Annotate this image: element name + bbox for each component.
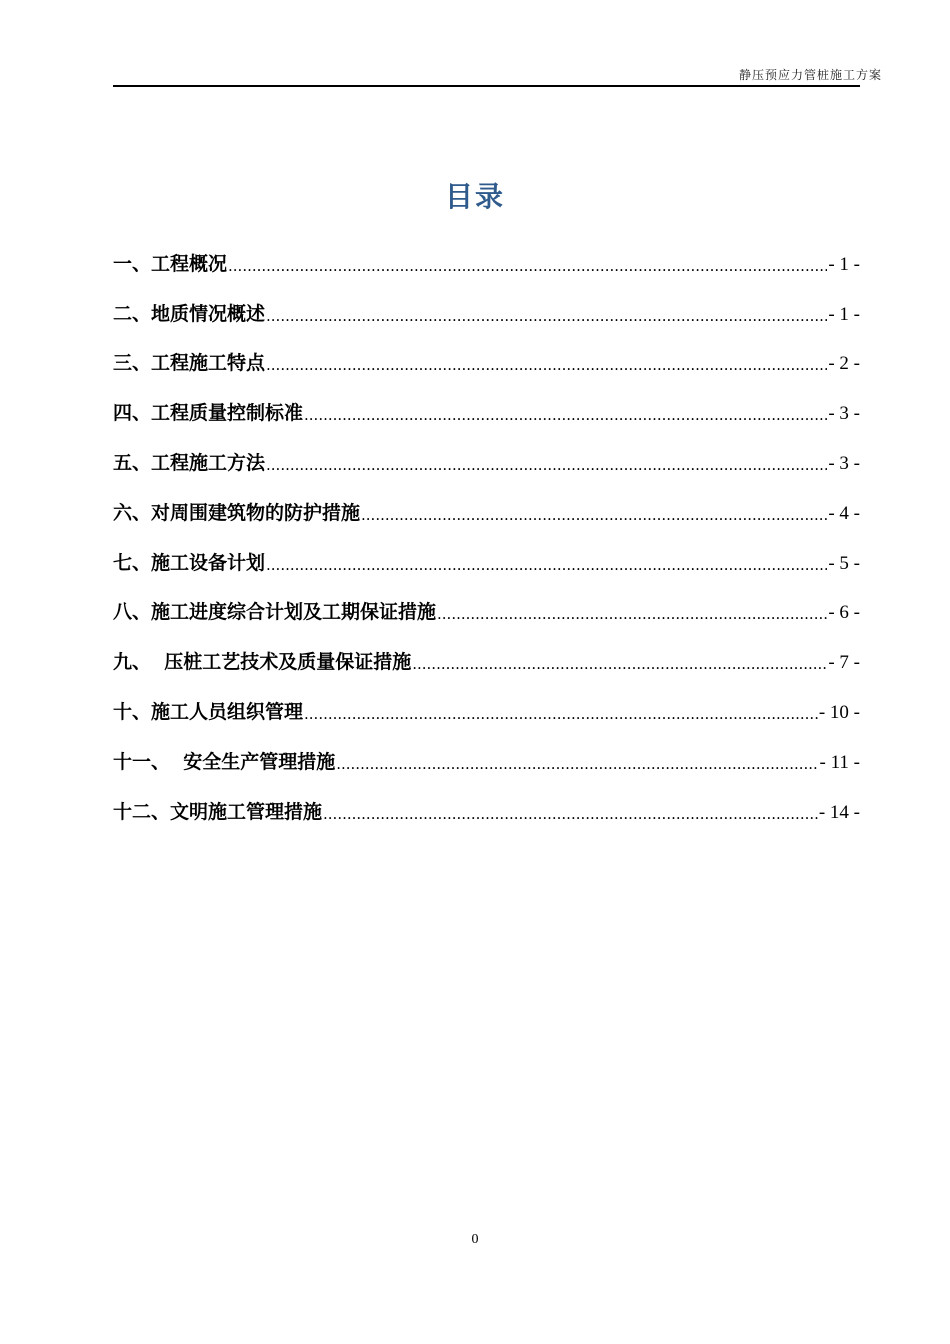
toc-entry[interactable] — [113, 282, 860, 332]
toc-leader-dots — [228, 259, 827, 274]
toc-entry[interactable] — [113, 431, 860, 481]
toc-entry-page: - 4 - — [828, 502, 860, 524]
toc-entry-page: - 1 - — [828, 253, 860, 275]
toc-entry-label: 七、施工设备计划 — [113, 551, 266, 574]
toc-entry-page: - 10 - — [818, 701, 860, 723]
toc-title: 目录 — [444, 180, 505, 213]
toc-entry[interactable] — [113, 680, 860, 730]
toc-entry-label: 二、地质情况概述 — [113, 302, 266, 325]
toc-entry-label: 一、工程概况 — [113, 252, 228, 275]
toc-entry-page: - 7 - — [828, 652, 860, 674]
toc-entry[interactable] — [113, 730, 860, 780]
toc-entry[interactable] — [113, 630, 860, 680]
toc-leader-dots — [266, 309, 827, 324]
toc-entry[interactable] — [113, 780, 860, 830]
toc-entry[interactable] — [113, 232, 860, 282]
toc-leader-dots — [323, 807, 818, 822]
toc-entry-page: - 11 - — [819, 751, 860, 773]
toc-entry-page: - 5 - — [828, 552, 860, 574]
page-number: 0 — [471, 1232, 479, 1247]
toc-entry[interactable] — [113, 332, 860, 382]
toc-leader-dots — [266, 358, 827, 373]
toc-leader-dots — [266, 558, 827, 573]
toc-leader-dots — [304, 707, 818, 722]
toc-entry-label: 十一、 安全生产管理措施 — [113, 750, 336, 773]
toc-entry-page: - 6 - — [828, 602, 860, 624]
header-rule — [113, 85, 860, 87]
toc-entry[interactable] — [113, 381, 860, 431]
toc-leader-dots — [266, 458, 827, 473]
toc-entry-label: 六、对周围建筑物的防护措施 — [113, 501, 361, 524]
toc-entry-page: - 3 - — [828, 403, 860, 425]
toc-entry[interactable] — [113, 481, 860, 531]
toc-entry[interactable] — [113, 581, 860, 631]
toc-entry-label: 十二、文明施工管理措施 — [113, 800, 323, 823]
toc-entry-label: 五、工程施工方法 — [113, 451, 266, 474]
toc-leader-dots — [437, 607, 827, 622]
toc-entry-label: 十、施工人员组织管理 — [113, 700, 304, 723]
toc-entry-page: - 2 - — [828, 353, 860, 375]
toc-entry-label: 四、工程质量控制标准 — [113, 402, 304, 425]
toc-entry[interactable] — [113, 531, 860, 581]
toc-entry-page: - 14 - — [818, 801, 860, 823]
toc-leader-dots — [361, 508, 827, 523]
toc-leader-dots — [412, 657, 827, 672]
toc-entry-label: 三、工程施工特点 — [113, 352, 266, 375]
toc-entry-label: 九、 压桩工艺技术及质量保证措施 — [113, 651, 412, 674]
toc-leader-dots — [304, 408, 827, 423]
toc-entry-page: - 1 - — [828, 303, 860, 325]
toc-entry-page: - 3 - — [828, 452, 860, 474]
toc-list — [113, 232, 860, 830]
toc-leader-dots — [336, 757, 818, 772]
toc-entry-label: 八、施工进度综合计划及工期保证措施 — [113, 601, 437, 624]
running-header: 静压预应力管桩施工方案 — [738, 68, 882, 82]
